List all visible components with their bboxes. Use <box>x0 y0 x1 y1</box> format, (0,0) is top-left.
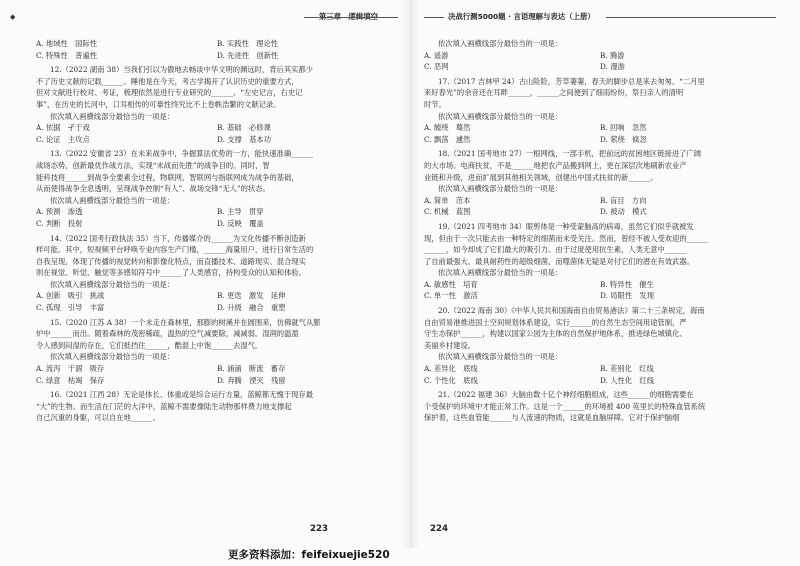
answer-option: D. 先进性 创新性 <box>217 50 279 60</box>
answer-options-row <box>424 290 776 302</box>
question-stem-line: 19.（2021 四考地市 34）眼剪体是一种受蒙脑高的病毒，虽然它们似乎就被发 <box>438 221 694 231</box>
answer-option: C. 孤现 引导 丰富 <box>36 303 105 313</box>
answer-option: C. 论证 主攻点 <box>36 134 90 144</box>
answer-option: C. 绿意 枯竭 保存 <box>36 375 105 385</box>
answer-options-row <box>36 363 398 375</box>
answer-options-row <box>424 134 776 146</box>
answer-option: D. 萦绕 倏忽 <box>600 134 647 144</box>
left-page-body <box>36 38 398 424</box>
answer-option: A. 遥游 <box>424 50 449 60</box>
answer-option: C. 判断 投射 <box>36 218 83 228</box>
answer-options-row <box>36 122 398 134</box>
instruction-line: 依次填入画横线部分最恰当的一项是： <box>438 184 563 194</box>
answer-option: D. 奔腾 湮灭 残留 <box>217 375 286 385</box>
text-line: 自我呈现，体现了传播的视觉转向和影像化特点，而直播技术、道路现实、混合现实 <box>36 256 306 266</box>
answer-option: B. 腾游 <box>600 50 625 60</box>
text-line: 美丽乡村建设。 <box>424 340 476 350</box>
text-line: 现，但由于一次只能去由一种特定的细菌而未受关注。然而，曾经不被人受欢迎的______ <box>424 233 709 243</box>
question-stem-line: 20.（2022 海南 30）《中华人民共和国海南自由贸易港法》第二十三条规定，海南 <box>438 306 705 316</box>
text-line: 令人感到闷湿的存在，它们抵挡住______，酷混上中饱______去湿气。 <box>36 340 263 350</box>
right-page-header <box>424 10 776 24</box>
answer-option: B. 回响 忽然 <box>600 123 647 133</box>
instruction-line: 依次填入画横线部分最恰当的一项是： <box>50 279 175 289</box>
text-line: 守生态保护______，构建以国家公园为主体的自然保护地体系，推进绿色城镇化、 <box>424 329 687 339</box>
page-number-right: 224 <box>430 524 448 535</box>
right-page <box>424 0 776 548</box>
answer-option: B. 特异性 催生 <box>600 279 654 289</box>
book-title: 决战行测5000题 · 言语理解与表达（上册） <box>448 12 595 21</box>
text-line: 从而使得战争全息透明，呈现战争控制“有人”、战场交锋“无人”的状态。 <box>36 184 270 194</box>
answer-option: D. 升级 融合 重塑 <box>217 303 286 313</box>
question-stem-line: 18.（2021 国考地市 27）一根网线，一部手机，把前远的贫困地区链接进了广阔 <box>438 149 702 159</box>
footer-banner <box>0 548 800 566</box>
answer-option: D. 漫游 <box>600 62 625 72</box>
answer-option: C. 飘荡 遽然 <box>424 134 471 144</box>
text-line: 事”，在历史的长河中，口耳相传的可靠性终究比不上卷帙浩繁的文献记录。 <box>36 99 281 109</box>
answer-option: B. 实践性 理论性 <box>217 39 279 48</box>
text-line: 时节。 <box>424 99 446 109</box>
text-line: 个受保护的环境中才能正常工作。这是一个______的环境被 400 英里长的特殊血管系统 <box>424 401 706 411</box>
answer-option: B. 基础 必修课 <box>217 123 271 133</box>
answer-options-row <box>36 302 398 314</box>
text-line: 业链和升级，进而扩展到其他相关领域，创建出中国式扶贫的新______。 <box>424 172 658 182</box>
answer-options-row <box>36 50 398 62</box>
header-rule-left <box>424 17 444 18</box>
text-line: 自己沉重的身躯，可以自在地______。 <box>36 413 161 423</box>
answer-options-row <box>36 218 398 230</box>
text-line: 但对文献进行校对、考证，梳理依然是进行专业研究的______。“左史记言，右史记 <box>36 88 303 98</box>
instruction-line: 依次填入画横线部分最恰当的一项是： <box>50 195 175 205</box>
text-line: 保护着，这些血管能______与人流速的物质，这就是血脑屏障。它对于保护脑细 <box>424 413 680 423</box>
right-page-body <box>424 38 776 424</box>
answer-option: A. 差异化 底线 <box>424 364 478 374</box>
answer-option: A. 敏感性 培育 <box>424 279 478 289</box>
answer-option: D. 局限性 发现 <box>600 291 655 301</box>
answer-options-row <box>424 206 776 218</box>
question-stem-line: 13.（2022 安徽省 23）在未来战争中，争握算法优势的一方，能快速准确______ <box>50 149 314 159</box>
book-gutter <box>402 0 420 548</box>
answer-options-row <box>424 61 776 73</box>
text-line: 来好春光”的余音还在耳畔______，______之间便到了细雨纷纷，祭扫亲人的清明 <box>424 88 684 98</box>
answer-options-row <box>424 279 776 291</box>
answer-option: D. 被动 模式 <box>600 207 647 217</box>
answer-options-row <box>36 134 398 146</box>
text-line: 不了历史文献的记载______。睡他是在今天，考古学揭开了认识历史的重要方式， <box>36 76 299 86</box>
text-line: 的大市场。电商扶贫，不是______地把农产品搬到网上，更在深层次地刷新农业产 <box>424 160 687 170</box>
text-line: 战场态势，创新最优作战方法，实现“未战而先胜”的战争目的。同时，智 <box>36 160 270 170</box>
text-line: 能科技将______到战争全要素全过程，物联网、智联网与指联网成为战争的基础， <box>36 172 299 182</box>
answer-options-row <box>36 375 398 387</box>
instruction-line: 依次填入画横线部分最恰当的一项是： <box>50 352 175 362</box>
instruction-line: 依次填入画横线部分最恰当的一项是： <box>438 39 563 48</box>
instruction-line: 依次填入画横线部分最恰当的一项是： <box>50 111 175 121</box>
answer-options-row <box>424 195 776 207</box>
instruction-line: 依次填入画横线部分最恰当的一项是： <box>438 268 563 278</box>
question-stem-line: 12.（2022 湖南 38）当我们引以为傲地去畅谈中华文明的渊远时，背后其实都少 <box>50 65 314 75</box>
answer-option: B. 更迭 激发 延伸 <box>217 291 286 301</box>
answer-option: B. 差别化 红线 <box>600 364 654 374</box>
question-stem-line: 16.（2021 江西 28）无论是体长、体重或是综合运行方量，蓝鲸都无愧于现存最 <box>50 390 314 400</box>
answer-option: C. 机械 蓝图 <box>424 207 471 217</box>
answer-option: D. 反映 覆盖 <box>217 218 264 228</box>
answer-options-row <box>36 290 398 302</box>
answer-option: C. 单一性 激活 <box>424 291 478 301</box>
text-line: “大”的生物。而生活在门茫的大洋中，蓝鲸不需要像陆生动物那样费力地支撑起 <box>36 401 292 411</box>
answer-option: A. 依据 孑于戏 <box>36 123 90 133</box>
answer-options-row <box>424 122 776 134</box>
question-stem-line: 14.（2022 国考行政执法 35）当下，传播媒介的______为文化传播不断创造新 <box>50 233 306 243</box>
page-number-left: 223 <box>310 524 328 535</box>
text-line: 自由贸易港推进国土空间规划体系建设，实行______的自然生态空间用途管制，严 <box>424 317 687 327</box>
footer-text: 更多资料添加：feifeixuejie520 <box>228 549 390 561</box>
diamond-icon: ◆ <box>10 13 16 21</box>
instruction-line: 依次填入画横线部分最恰当的一项是： <box>438 352 563 362</box>
answer-option: A. 预测 渗透 <box>36 207 83 217</box>
answer-options-row <box>36 206 398 218</box>
text-line: 炉中______而出。随着森林的茂密稀疏，温热的空气减要除，减减弱。湿润的温盈 <box>36 329 299 339</box>
answer-options-row <box>424 375 776 387</box>
text-line: 了自前最强大、最具耐药性的超级细菌，而噬菌体无疑是对付它们的潜在有效武器。 <box>424 256 694 266</box>
answer-option: C. 特殊性 普遍性 <box>36 50 98 60</box>
text-line: ______，如今却成了它们最大的吸引力。由于过度使用抗生素，人类无意中______ <box>424 245 687 255</box>
answer-option: C. 个性化 底线 <box>424 375 478 385</box>
question-stem-line: 21.（2022 福建 36）大脑由数十亿个神经细胞组成，这些______的细胞需要在 <box>438 390 694 400</box>
answer-option: D. 支撑 基本功 <box>217 134 272 144</box>
text-line: 样可能。其中，短视频平台呼唤专业内容生产门槛，______海量用户，进行日常生活的 <box>36 245 314 255</box>
answer-option: A. 地域性 国际性 <box>36 39 97 48</box>
answer-option: B. 主导 贯穿 <box>217 207 264 217</box>
answer-options-row <box>424 50 776 62</box>
answer-option: A. 简单 范本 <box>424 195 471 205</box>
answer-option: A. 创新 吸引 挑战 <box>36 291 105 301</box>
answer-option: A. 流泻 干涸 吸存 <box>36 364 105 374</box>
answer-option: D. 人性化 红线 <box>600 375 655 385</box>
answer-options-row <box>36 38 398 50</box>
answer-options-row <box>424 363 776 375</box>
question-stem-line: 15.（2020 江苏 A 38）一个未走在森林里，那膨的树溪并在圆围来，仿佛就气从膨 <box>50 317 321 327</box>
answer-option: C. 恶网 <box>424 62 449 72</box>
question-stem-line: 17.（2017 吉林甲 24）古山险险，芳草萋萋，春天的脚步总是来去匆匆。“二月里 <box>438 76 705 86</box>
header-rule <box>304 17 398 18</box>
answer-option: B. 盲目 方向 <box>600 195 647 205</box>
text-line: 则在视觉、听觉、触觉等多感知符号中______了人类感官，持构受众的认知和体验。 <box>36 268 306 278</box>
left-page-header <box>10 10 398 24</box>
answer-option: A. 缠绕 蓦然 <box>424 123 471 133</box>
answer-option: B. 涌涌 断流 蓄存 <box>217 364 286 374</box>
instruction-line: 依次填入画横线部分最恰当的一项是： <box>438 111 563 121</box>
header-rule-right <box>606 17 776 18</box>
left-page <box>10 0 398 548</box>
